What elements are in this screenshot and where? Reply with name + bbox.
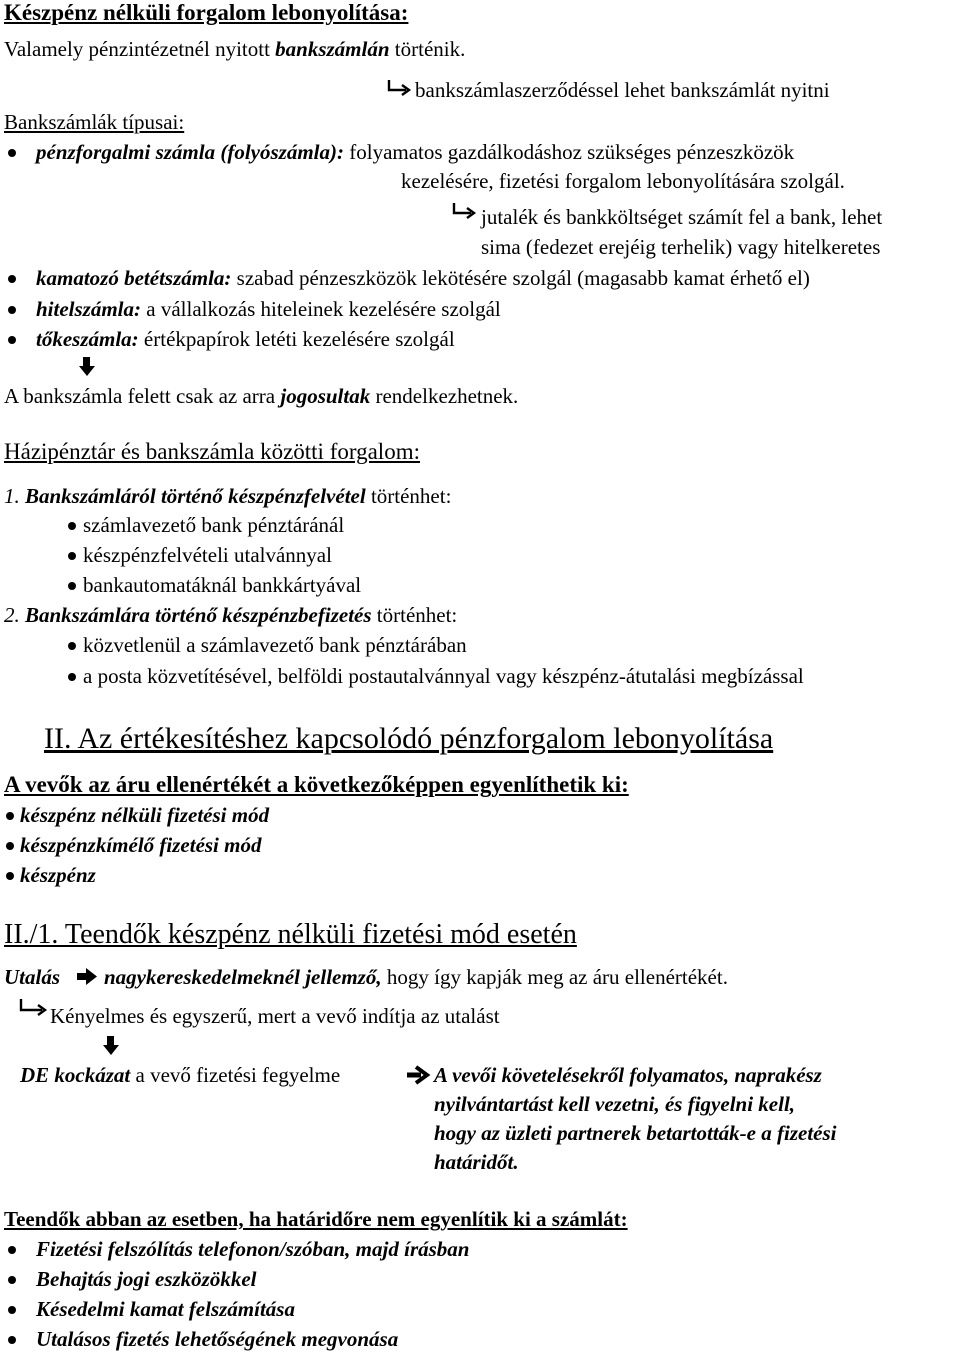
- withdrawal-option: bankautomatáknál bankkártyával: [83, 573, 362, 597]
- account-type-term: pénzforgalmi számla (folyószámla):: [36, 140, 344, 164]
- risk-line: [20, 1063, 340, 1088]
- bullet-icon: [8, 1336, 16, 1344]
- account-type-item: [36, 140, 794, 165]
- intro-tail: történik.: [389, 37, 466, 61]
- account-type-desc: folyamatos gazdálkodáshoz szükséges pénzeszközök: [344, 140, 795, 164]
- bold-right-arrow-icon: [405, 1065, 429, 1085]
- intro-text: Valamely pénzintézetnél nyitott: [4, 37, 276, 61]
- bullet-icon: [8, 275, 16, 283]
- authorization-text: A bankszámla felett csak az arra: [4, 384, 281, 408]
- item-bold: készpénzfelvétel: [228, 484, 366, 508]
- intro-line: [4, 37, 465, 62]
- bullet-icon: [68, 552, 76, 560]
- item-bold: készpénzbefizetés: [222, 603, 372, 627]
- comfort-note: Kényelmes és egyszerű, mert a vevő indítja az utalást: [50, 1004, 500, 1028]
- risk-bold: DE kockázat: [20, 1063, 131, 1087]
- down-arrow-icon: [102, 1035, 120, 1057]
- subchapter-title: II./1. Teendők készpénz nélküli fizetési mód esetén: [4, 919, 577, 950]
- bullet-icon: [8, 1246, 16, 1254]
- payment-ways-heading: A vevők az áru ellenértékét a következőképpen egyenlíthetik ki:: [4, 772, 629, 797]
- authorization-bold: jogosultak: [280, 384, 371, 408]
- bullet-icon: [68, 522, 76, 530]
- turn-right-arrow-icon: [18, 997, 48, 1019]
- bullet-icon: [8, 1276, 16, 1284]
- conclusion-line: nyilvántartást kell vezetni, és figyelni kell,: [434, 1092, 796, 1116]
- payment-mode: készpénzkímélő fizetési mód: [20, 833, 262, 857]
- bullet-icon: [6, 872, 14, 880]
- transfer-tail: hogy így kapják meg az áru ellenértékét.: [381, 965, 728, 989]
- numbered-item-1: [4, 484, 451, 509]
- chapter-title: II. Az értékesítéshez kapcsolódó pénzforgalom lebonyolítása: [44, 722, 774, 755]
- conclusion-line: határidőt.: [434, 1150, 519, 1174]
- deposit-option: közvetlenül a számlavezető bank pénztárában: [83, 633, 467, 657]
- overdue-action: Késedelmi kamat felszámítása: [36, 1297, 295, 1321]
- section-title-cashless: Készpénz nélküli forgalom lebonyolítása:: [4, 0, 409, 25]
- overdue-action: Fizetési felszólítás telefonon/szóban, majd írásban: [36, 1237, 470, 1261]
- right-arrow-icon: [76, 967, 98, 987]
- account-type-item: [36, 327, 455, 352]
- deposit-option: a posta közvetítésével, belföldi postautalvánnyal vagy készpénz-átutalási megbízással: [83, 664, 804, 688]
- account-type-desc: értékpapírok letéti kezelésére szolgál: [138, 327, 455, 351]
- account-type-item: [36, 266, 810, 291]
- item-tail: történhet:: [371, 603, 458, 627]
- authorization-line: [4, 384, 518, 409]
- turn-right-arrow-icon: [451, 201, 477, 221]
- risk-tail: a vevő fizetési fegyelme: [130, 1063, 341, 1087]
- bullet-icon: [8, 1306, 16, 1314]
- withdrawal-option: készpénzfelvételi utalvánnyal: [83, 543, 332, 567]
- overdue-action: Utalásos fizetés lehetőségének megvonása: [36, 1327, 399, 1351]
- conclusion-line: A vevői követelésekről folyamatos, naprakész: [434, 1063, 822, 1087]
- payment-mode: készpénz nélküli fizetési mód: [20, 803, 270, 827]
- authorization-tail: rendelkezhetnek.: [370, 384, 519, 408]
- item-number: 2.: [4, 603, 25, 627]
- item-bold: Bankszámlára történő: [25, 603, 223, 627]
- account-type-term: hitelszámla:: [36, 297, 142, 321]
- bullet-icon: [8, 149, 16, 157]
- account-type-term: kamatozó betétszámla:: [36, 266, 232, 290]
- account-types-heading: Bankszámlák típusai:: [4, 110, 185, 134]
- bullet-icon: [68, 673, 76, 681]
- overdue-heading: Teendők abban az esetben, ha határidőre nem egyenlítik ki a számlát:: [4, 1207, 628, 1231]
- fee-note-line-2: sima (fedezet erejéig terhelik) vagy hitelkeretes: [481, 235, 881, 259]
- conclusion-line: hogy az üzleti partnerek betartották-e a fizetési: [434, 1121, 837, 1145]
- account-type-item: [36, 297, 501, 322]
- fee-note-line-1: jutalék és bankköltséget számít fel a bank, lehet: [481, 205, 883, 229]
- down-arrow-icon: [78, 356, 96, 378]
- payment-mode: készpénz: [20, 863, 96, 887]
- bullet-icon: [8, 306, 16, 314]
- account-type-continuation: kezelésére, fizetési forgalom lebonyolítására szolgál.: [401, 169, 845, 193]
- bullet-icon: [68, 582, 76, 590]
- bullet-icon: [8, 336, 16, 344]
- item-bold: Bankszámláról történő: [25, 484, 229, 508]
- account-type-desc: a vállalkozás hiteleinek kezelésére szolgál: [141, 297, 501, 321]
- transfer-label: Utalás: [4, 965, 61, 989]
- section-title-petty-cash: Házipénztár és bankszámla közötti forgalom:: [4, 439, 420, 464]
- transfer-bold: nagykereskedelmeknél jellemző,: [104, 965, 382, 989]
- overdue-action: Behajtás jogi eszközökkel: [36, 1267, 257, 1291]
- turn-right-arrow-icon: [386, 78, 412, 98]
- account-opening-note: bankszámlaszerződéssel lehet bankszámlát nyitni: [415, 78, 830, 102]
- bullet-icon: [6, 812, 14, 820]
- account-type-term: tőkeszámla:: [36, 327, 139, 351]
- bullet-icon: [6, 842, 14, 850]
- bullet-icon: [68, 642, 76, 650]
- withdrawal-option: számlavezető bank pénztáránál: [83, 513, 345, 537]
- account-type-desc: szabad pénzeszközök lekötésére szolgál (magasabb kamat érhető el): [231, 266, 810, 290]
- transfer-description: [104, 965, 728, 990]
- item-number: 1.: [4, 484, 25, 508]
- intro-bold: bankszámlán: [275, 37, 390, 61]
- item-tail: történhet:: [365, 484, 452, 508]
- numbered-item-2: [4, 603, 457, 628]
